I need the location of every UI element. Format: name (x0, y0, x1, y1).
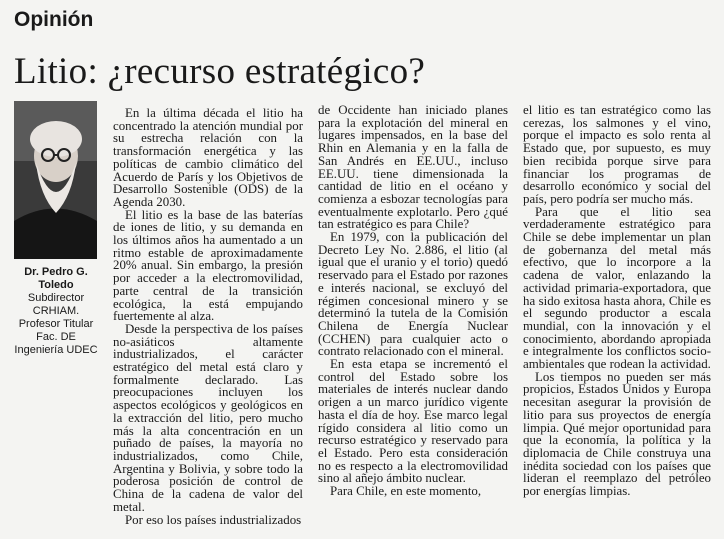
paragraph: Para Chile, en este momento, (330, 484, 482, 499)
paragraph: el litio es tan estratégico como las cerezas, los salmones y el vino, porque el impacto es solo renta al Estado que, por supuesto, es muy bien recibida porque sirve para financiar los programas de desarrollo económico y social del país, pero podría ser mucho más. (523, 103, 711, 206)
paragraph: En esta etapa se incrementó el control del Estado sobre los materiales de interés nuclear dando origen a un marco jurídico vigente hasta el día de hoy. Ese marco legal rígido considera al litio como un recurso estratégico y reservado para el Estado. Pero esta consideración no es respecto a la electromovilidad sino al añejo ámbito nuclear. (318, 357, 508, 486)
article-column-3 (523, 104, 711, 498)
author-name: Dr. Pedro G. Toledo (24, 266, 88, 291)
author-portrait-image (14, 101, 97, 259)
article-column-1 (113, 107, 303, 526)
author-byline (14, 266, 98, 357)
paragraph: Desde la perspectiva de los países no-asiáticos altamente industrializados, el carácter estratégico del metal está claro y formalmente declarado. Las preocupaciones incluyen los aspectos ecológicos y geológicos en la extracción del litio, pero mucho más la alta concentración en un puñado de países, la mayoría no industrializados, como Chile, Argentina y Bolivia, y sobre todo la poderosa posición de control de China de la cadena de valor del metal. (113, 321, 303, 514)
author-role: Profesor Titular Fac. DE Ingeniería UDEC (14, 318, 98, 356)
paragraph: En la última década el litio ha concentrado la atención mundial por su estrecha relación con la transformación energética y las políticas de cambio climático del Acuerdo de París y los Objetivos de Desarrollo Sostenible (ODS) de la Agenda 2030. (113, 106, 303, 209)
paragraph: Los tiempos no pueden ser más propicios, Estados Unidos y Europa necesitan asegurar la provisión de litio para sus proyectos de energía limpia. Qué mejor oportunidad para que la economía, la política y la diplomacia de Chile construya una inédita sociedad con los países que lideran el reemplazo del petróleo por energías limpias. (523, 369, 711, 499)
paragraph: El litio es la base de las baterías de iones de litio, y su demanda en los últimos años ha aumentado a un ritmo estable de aproximadamente 20% anual. Sin embargo, la presión por acceder a la electromovilidad, parte central de la transición ecológica, la está empujando fuertemente al alza. (113, 207, 303, 324)
paragraph: Por eso los países industrializados (125, 512, 302, 527)
paragraph: de Occidente han iniciado planes para la explotación del mineral en lugares impensados, en la base del Rhin en Alemania y en la falla de San Andrés en EE.UU., incluso EE.UU. tiene dimensionada la cantidad de litio en el océano y comienza a esbozar tecnologías para eventualmente explotarlo. Pero ¿qué tan estratégico es para Chile? (318, 103, 508, 232)
section-label: Opinión (14, 8, 94, 31)
headline: Litio: ¿recurso estratégico? (14, 51, 426, 92)
paragraph: En 1979, con la publicación del Decreto Ley No. 2.886, el litio (al igual que el uranio y el torio) quedó reservado para el Estado por razones e interés nacional, se excluyó del régimen concesional minero y se determinó la tutela de la Comisión Chilena de Energía Nuclear (CCHEN) para cualquier acto o contrato relacionado con el mineral. (318, 230, 508, 359)
author-role: Subdirector CRHIAM. (27, 292, 85, 317)
article-column-2 (318, 104, 508, 498)
paragraph: Para que el litio sea verdaderamente estratégico para Chile se debe implementar un plan de gobernanza del metal más efectivo, que lo incorpore a la cadena de valor, enlazando la actividad primaria-exportadora, que ha sido exitosa hasta ahora, Chile es el segundo productor a escala mundial, con la innovación y el conocimiento, abordando apropiada e integralmente los conflictos socio-ambientales que rodean la actividad. (523, 204, 711, 372)
author-photo (14, 101, 97, 259)
